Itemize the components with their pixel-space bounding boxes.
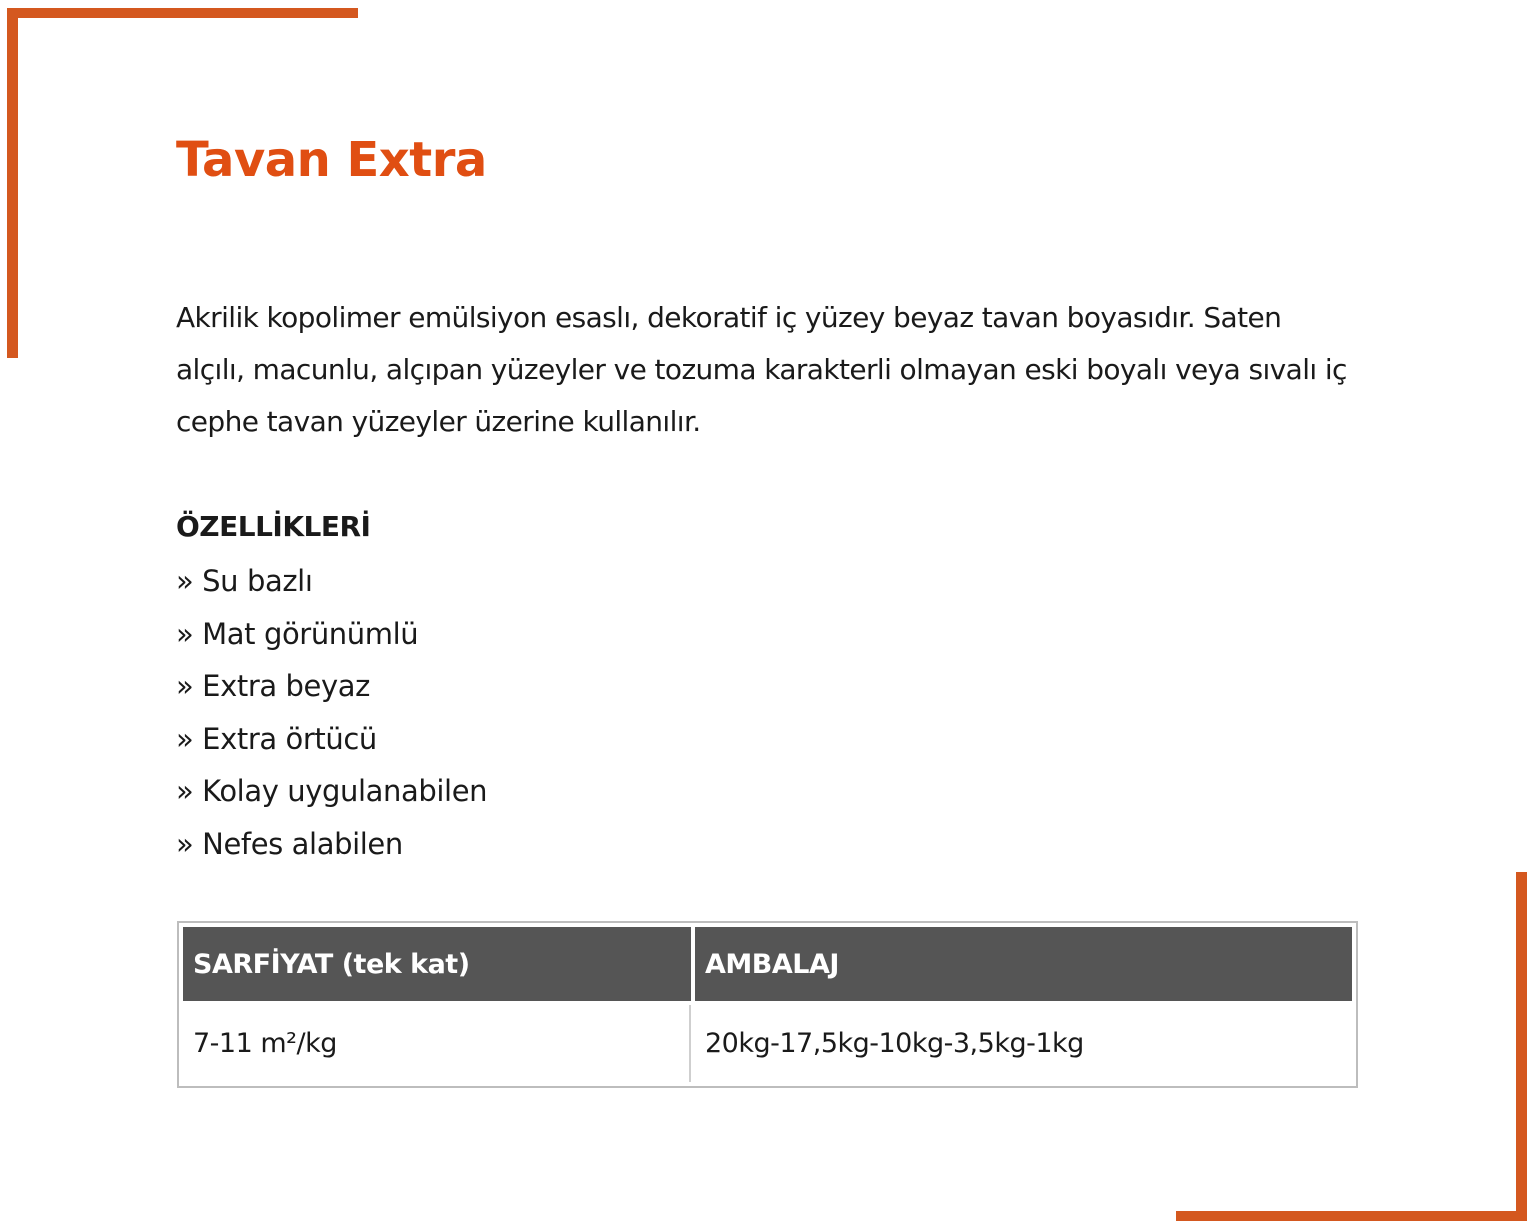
corner-bracket-bottom-right-vertical <box>1516 872 1527 1221</box>
table-row <box>183 1005 1352 1082</box>
feature-item: » Extra beyaz <box>176 669 370 703</box>
corner-bracket-bottom-right-horizontal <box>1176 1211 1527 1221</box>
spec-table <box>177 921 1358 1088</box>
feature-item: » Extra örtücü <box>176 721 377 756</box>
table-header-row <box>183 927 1352 1001</box>
product-title: Tavan Extra <box>176 132 487 188</box>
feature-item: » Mat görünümlü <box>176 616 419 651</box>
product-description: Akrilik kopolimer emülsiyon esaslı, dekoratif iç yüzey beyaz tavan boyasıdır. Saten alçılı, macunlu, alçıpan yüzeyler ve tozuma karakterli olmayan eski boyalı veya sıvalı iç cephe tavan yüzeyler üzerine kullanılır. <box>176 301 1347 438</box>
table-header-consumption: SARFİYAT (tek kat) <box>183 927 691 1001</box>
feature-item: » Su bazlı <box>176 564 313 598</box>
features-heading: ÖZELLİKLERİ <box>176 510 371 543</box>
features-list <box>176 555 487 870</box>
corner-bracket-top-left-horizontal <box>7 8 358 18</box>
corner-bracket-top-left-vertical <box>7 8 18 358</box>
table-cell-packaging: 20kg-17,5kg-10kg-3,5kg-1kg <box>705 1028 1084 1059</box>
feature-item: » Kolay uygulanabilen <box>176 774 488 808</box>
table-cell-consumption: 7-11 m²/kg <box>183 1005 691 1082</box>
feature-item: » Nefes alabilen <box>176 826 403 861</box>
table-header-packaging: AMBALAJ <box>695 927 1352 1001</box>
